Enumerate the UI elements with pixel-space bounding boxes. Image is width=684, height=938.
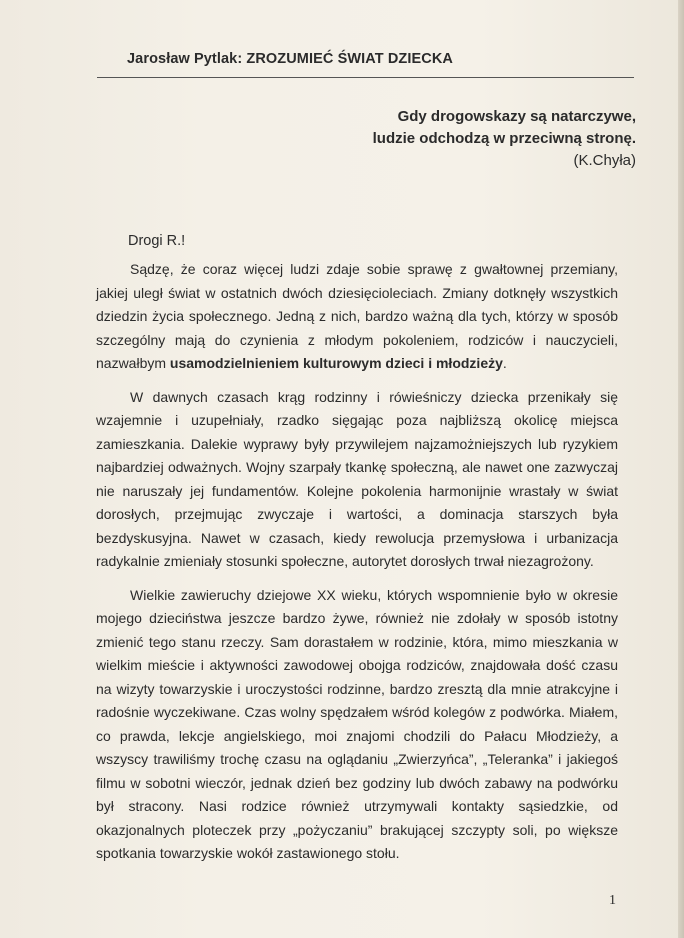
epigraph-line-1: Gdy drogowskazy są natarczywe,	[397, 108, 636, 125]
letter-body	[96, 258, 618, 876]
epigraph-author: (K.Chyła)	[573, 152, 636, 169]
paragraph-1-emphasis: usamodzielnieniem kulturowym dzieci i młodzieży	[169, 355, 503, 371]
epigraph	[373, 106, 636, 172]
page-edge-shadow	[678, 0, 684, 938]
paragraph-1	[96, 258, 618, 376]
paragraph-1-end: .	[502, 355, 507, 371]
letter-salutation: Drogi R.!	[128, 233, 186, 249]
paragraph-1-text: Sądzę, że coraz więcej ludzi zdaje sobie sprawę z gwałtownej przemiany, jakiej uległ świat w ostatnich dwóch dziesięcioleciach. Zmiany dotknęły wszystkich dziedzin życia społecznego. Jedną z nich, bardzo ważną dla tych, którzy w sposób szczególny mają do czynienia z młodym pokoleniem, rodziców i nauczycieli, nazwałbym	[96, 261, 618, 371]
running-header-title: Jarosław Pytlak: ZROZUMIEĆ ŚWIAT DZIECKA	[127, 51, 453, 67]
paragraph-2: W dawnych czasach krąg rodzinny i rówieśniczy dziecka przenikały się wzajemnie i uzupełniały, rzadko sięgając poza najbliższą okolicę miejsca zamieszkania. Dalekie wyprawy były przywilejem najzamożniejszych lub ryzykiem najbardziej odważnych. Wojny szarpały tkankę społeczną, ale nawet one zazwyczaj nie naruszały jej fundamentów. Kolejne pokolenia harmonijnie wrastały w świat dorosłych, przejmując zwyczaje i wartości, a dominacja starszych była bezdyskusyjna. Nawet w czasach, kiedy rewolucja przemysłowa i urbanizacja radykalnie zmieniały stosunki społeczne, autorytet dorosłych trwał niezagrożony.	[96, 388, 618, 569]
epigraph-line-2: ludzie odchodzą w przeciwną stronę.	[372, 130, 636, 147]
header-divider	[97, 77, 634, 78]
paragraph-3: Wielkie zawieruchy dziejowe XX wieku, których wspomnienie było w okresie mojego dzieciństwa jeszcze bardzo żywe, również nie zdołały w sposób istotny zmienić tego stanu rzeczy. Sam dorastałem w rodzinie, która, mimo mieszkania w wielkim mieście i aktywności zawodowej obojga rodziców, znajdowała dość czasu na wizyty towarzyskie i uroczystości rodzinne, bardzo zresztą dla mnie atrakcyjne i radośnie wyczekiwane. Czas wolny spędzałem wśród kolegów z podwórka. Miałem, co prawda, lekcje angielskiego, moi znajomi chodzili do Pałacu Młodzieży, a wszyscy trawiliśmy trochę czasu na oglądaniu „Zwierzyńca”, „Teleranka” i jakiegoś filmu w sobotni wieczór, jednak dzień bez godziny lub dwóch zabawy na podwórku był stracony. Nasi rodzice również utrzymywali kontakty sąsiedzkie, od okazjonalnych ploteczek przy „pożyczaniu” brakującej szczypty soli, po większe spotkania towarzyskie wokół zastawionego stołu.	[96, 586, 618, 861]
page-number: 1	[609, 893, 616, 908]
